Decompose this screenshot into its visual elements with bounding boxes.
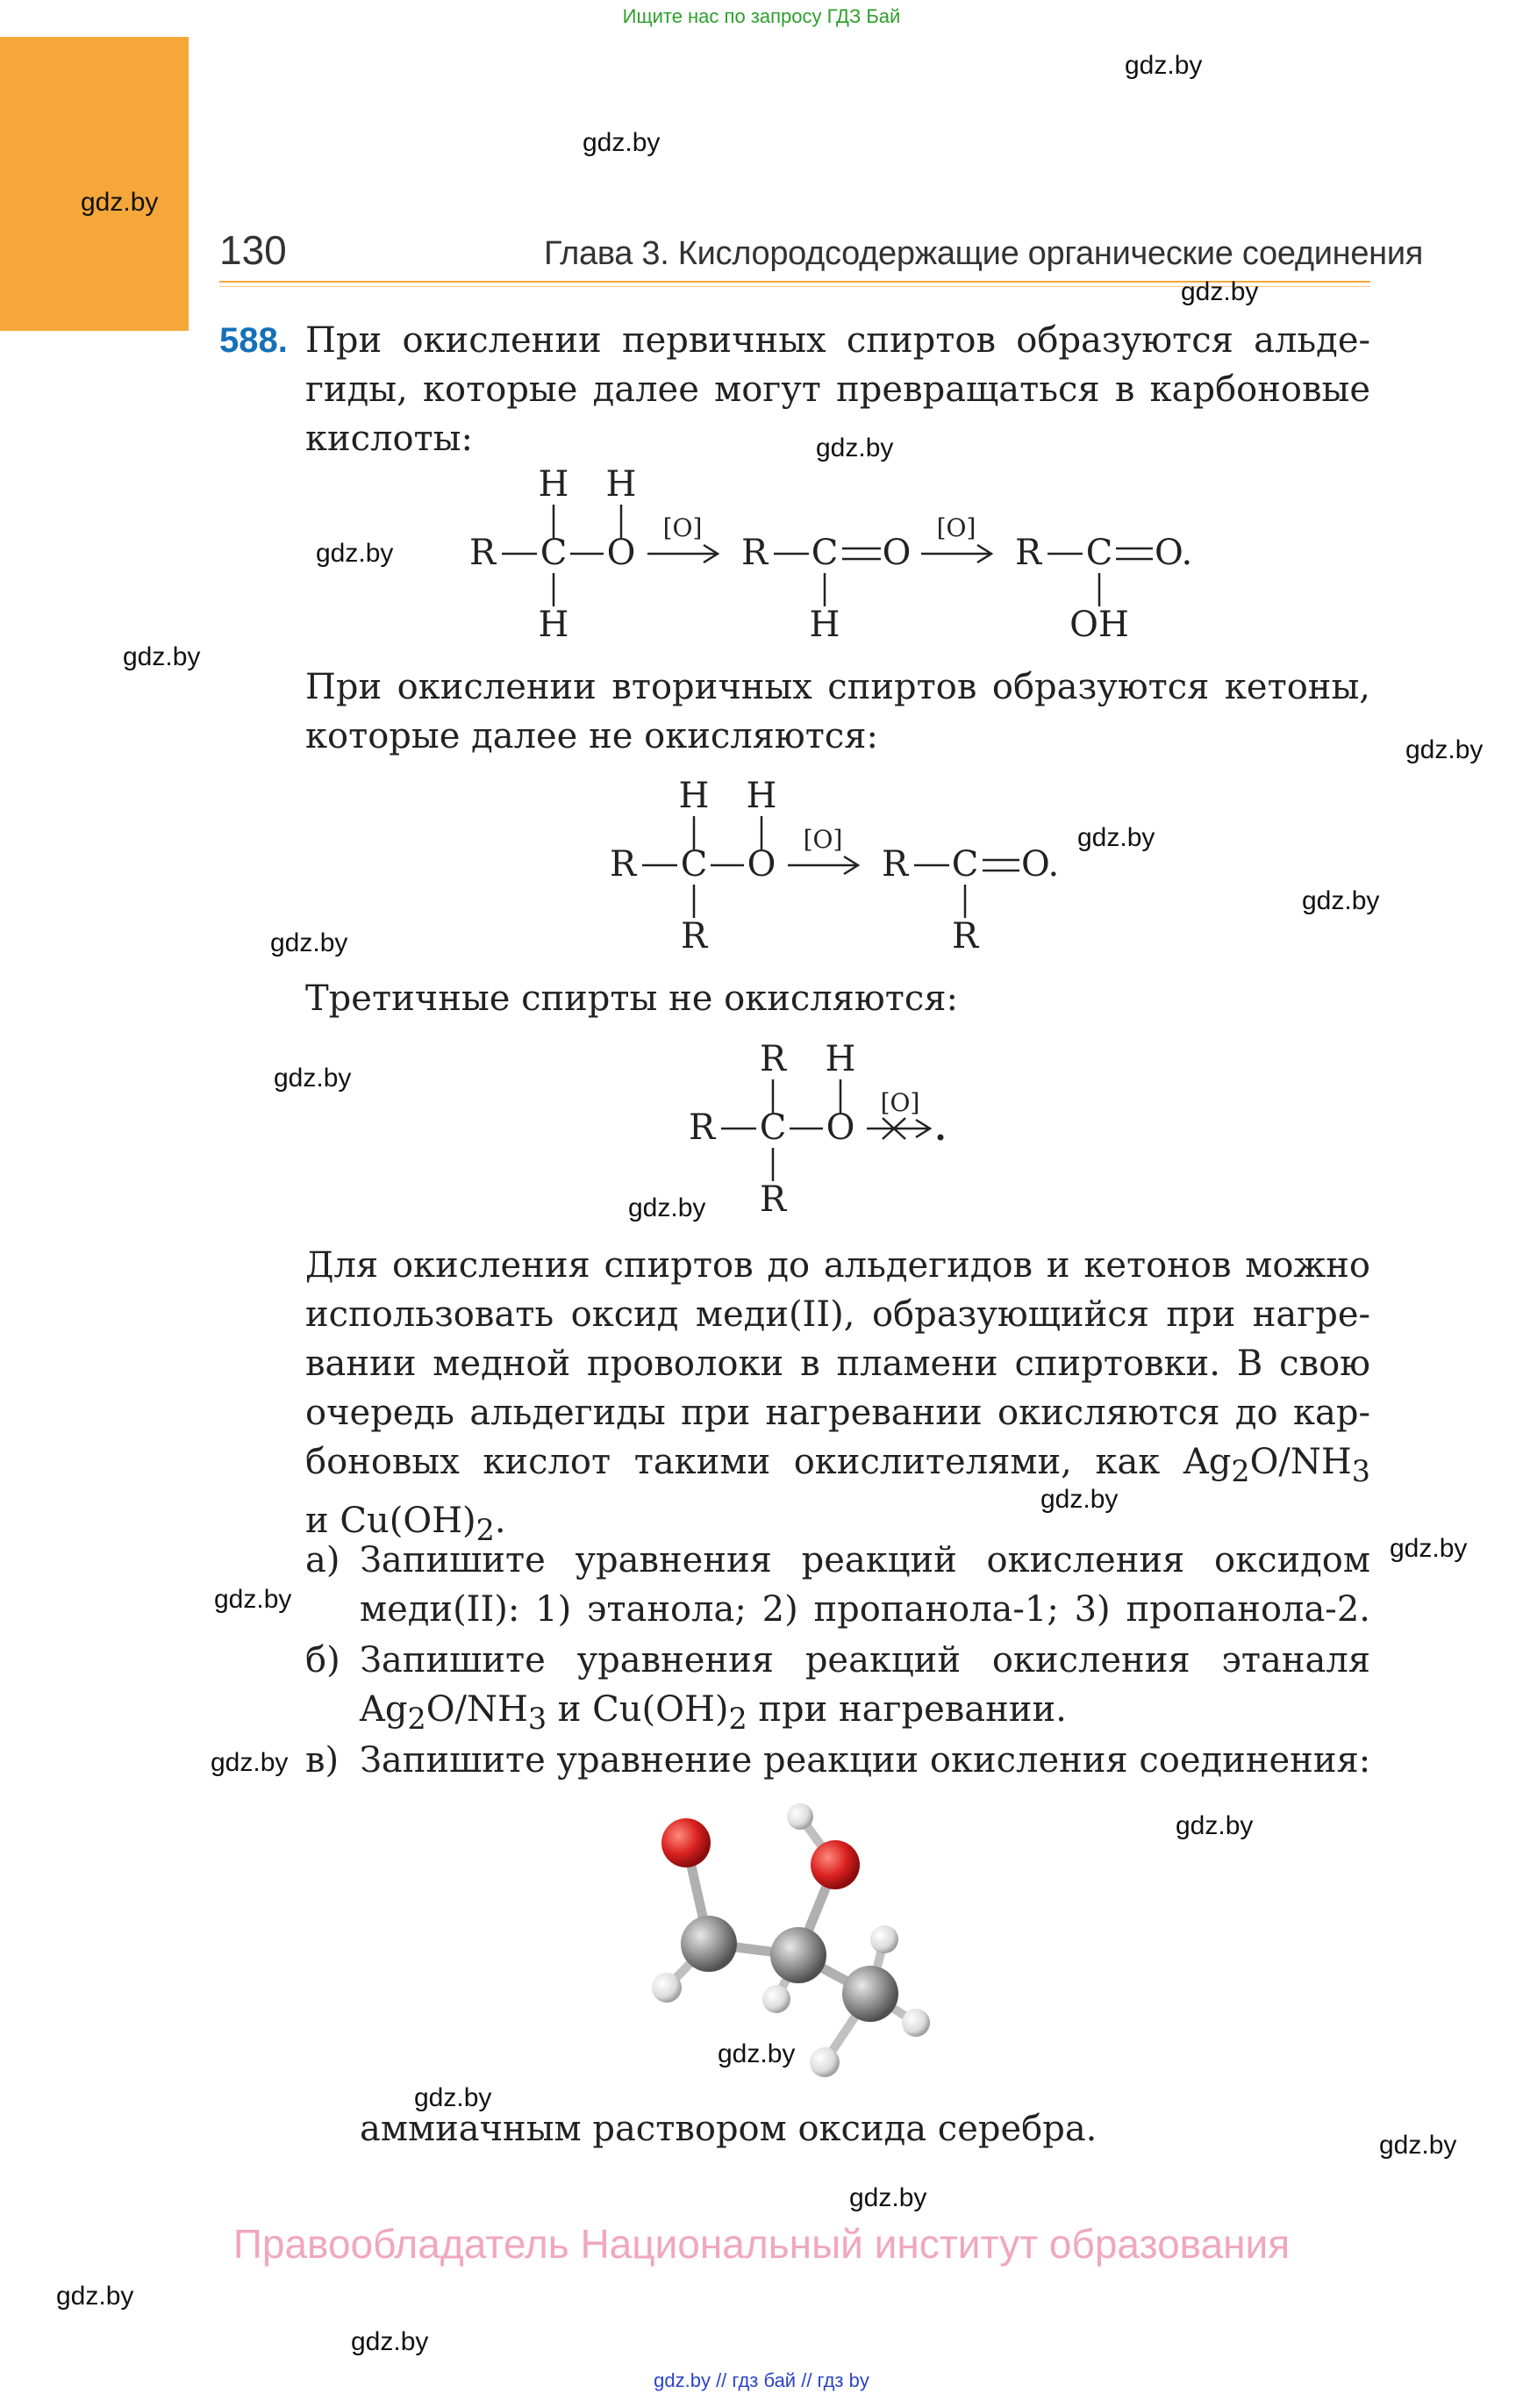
hydrogen-atom <box>810 2047 840 2077</box>
oxidant-label: [O] <box>662 513 703 542</box>
watermark: gdz.by <box>414 2083 492 2112</box>
atom-h: H <box>605 464 637 505</box>
atom-r: R <box>740 533 769 573</box>
oxygen-atom <box>661 1818 711 1867</box>
watermark: gdz.by <box>849 2183 927 2212</box>
watermark: gdz.by <box>628 1193 706 1222</box>
atom-r: R <box>1014 533 1042 573</box>
text-line: Для окисления спиртов до альдегидов и кетонов можно <box>305 1245 1370 1286</box>
copyright-notice: Правообладатель Национальный институт образования <box>232 2221 1291 2267</box>
text-line: Запишите уравнения реакций окисления этаналя <box>360 1640 1370 1681</box>
atom-o-end: O. <box>1021 844 1060 885</box>
tertiary-no-oxidation-scheme <box>676 1027 1009 1229</box>
atom-c: C <box>1085 533 1113 573</box>
watermark: gdz.by <box>274 1064 352 1093</box>
atom-r: R <box>468 533 497 573</box>
atom-c: C <box>811 533 839 573</box>
text-line: При окислении первичных спиртов образуются альде- <box>305 320 1370 361</box>
watermark: gdz.by <box>81 188 159 217</box>
hydrogen-atom <box>787 1803 813 1830</box>
oxidant-label: [O] <box>880 1088 920 1117</box>
sub-question-label: б) <box>305 1640 340 1681</box>
watermark: gdz.by <box>1181 277 1259 306</box>
hydrogen-atom <box>652 1973 682 2003</box>
formula-ag2o-nh3: $Ag_2O/NH_3$ <box>1183 1442 1370 1488</box>
atom-h: H <box>678 776 710 816</box>
secondary-oxidation-scheme <box>597 763 1088 965</box>
text-line: кислоты: <box>305 419 473 459</box>
atom-o: O <box>826 1107 855 1148</box>
oxygen-atom <box>811 1840 860 1889</box>
atom-o: O <box>606 533 636 573</box>
page-corner-tab <box>0 37 189 331</box>
atom-h: H <box>825 1039 856 1079</box>
carbon-atom <box>842 1966 898 2022</box>
watermark: gdz.by <box>1405 735 1484 764</box>
watermark: gdz.by <box>56 2282 134 2311</box>
atom-h: H <box>538 464 569 505</box>
atom-r: R <box>609 844 637 885</box>
atom-oh: OH <box>1069 605 1129 645</box>
sub-question-a <box>305 1536 1370 1634</box>
watermark: gdz.by <box>214 1585 292 1614</box>
atom-c: C <box>680 844 708 885</box>
text-line: гиды, которые далее могут превращаться в карбоновые <box>305 369 1370 410</box>
carbon-atom <box>681 1916 737 1972</box>
task-number: 588. <box>219 321 288 360</box>
atom-r: R <box>881 844 909 885</box>
watermark: gdz.by <box>1077 823 1155 852</box>
sub-question-c <box>305 1736 1370 1785</box>
sub-question-label: в) <box>305 1740 340 1781</box>
watermark: gdz.by <box>316 539 394 568</box>
atom-o: O <box>747 844 776 885</box>
hydrogen-atom <box>902 2009 930 2037</box>
watermark: gdz.by <box>1379 2131 1457 2160</box>
watermark: gdz.by <box>1040 1485 1119 1514</box>
text-line: меди(II): 1) этанола; 2) пропанола-1; 3) пропанола-2. <box>360 1589 1370 1630</box>
text-fragment: боновых кислот такими окислителями, как <box>305 1442 1183 1482</box>
watermark: gdz.by <box>270 928 348 957</box>
page-number: 130 <box>219 227 287 273</box>
watermark: gdz.by <box>583 128 661 157</box>
atom-r: R <box>680 916 708 957</box>
text-line: которые далее не окисляются: <box>305 716 878 756</box>
atom-h: H <box>746 776 777 816</box>
atom-h: H <box>809 605 840 645</box>
paragraph-secondary-alcohols <box>305 663 1370 761</box>
hydrogen-atom <box>870 1925 898 1953</box>
watermark: gdz.by <box>718 2039 796 2068</box>
atom-o: O <box>882 533 912 573</box>
watermark: gdz.by <box>1390 1534 1468 1563</box>
sub-question-b <box>305 1636 1370 1734</box>
sub-question-label: а) <box>305 1540 340 1580</box>
text-line: Запишите уравнение реакции окисления соединения: <box>360 1740 1371 1781</box>
paragraph-tail <box>360 2104 1325 2154</box>
oxidant-label: [O] <box>803 825 843 854</box>
hydrogen-atom <box>762 1985 790 2013</box>
atom-r: R <box>951 916 979 957</box>
primary-oxidation-scheme <box>456 452 1211 654</box>
paragraph-tertiary-alcohols <box>305 974 1370 1023</box>
text-line: Третичные спирты не окисляются: <box>305 978 958 1019</box>
watermark: gdz.by <box>351 2327 429 2356</box>
text-line <box>305 1437 1370 1496</box>
watermark: gdz.by <box>1176 1811 1254 1840</box>
watermark: gdz.by <box>211 1748 289 1777</box>
chapter-title: Глава 3. Кислородсодержащие органические соединения <box>544 235 1424 272</box>
footer-links[interactable]: gdz.by // гдз бай // гдз by <box>654 2369 869 2391</box>
watermark: gdz.by <box>1302 886 1380 915</box>
text-line: $Ag_2O/NH_3$ и $Cu(OH)_2$ при нагревании. <box>360 1689 1067 1736</box>
top-banner: Ищите нас по запросу ГДЗ Бай <box>622 5 901 27</box>
molecule-model-image <box>632 1799 965 2089</box>
text-line: очередь альдегиды при нагревании окисляются до кар- <box>305 1393 1370 1433</box>
text-line: Запишите уравнения реакций окисления оксидом <box>360 1540 1370 1580</box>
atom-c: C <box>540 533 568 573</box>
paragraph-oxidants <box>305 1241 1370 1555</box>
atom-r: R <box>759 1179 787 1220</box>
atom-r: R <box>688 1107 716 1148</box>
carbon-atom <box>770 1927 826 1983</box>
text-line: аммиачным раствором оксида серебра. <box>360 2109 1098 2149</box>
text-line: вании медной проволоки в пламени спиртовки. В свою <box>305 1344 1370 1384</box>
watermark: gdz.by <box>1125 51 1203 80</box>
atom-h: H <box>538 605 569 645</box>
atom-c: C <box>951 844 979 885</box>
text-line: использовать оксид меди(II), образующийся при нагре- <box>305 1294 1370 1335</box>
atom-c: C <box>759 1107 787 1148</box>
formula-cu-oh-2: и $Cu(OH)_2$. <box>305 1501 506 1547</box>
atom-r: R <box>759 1039 787 1079</box>
atom-o-end: O. <box>1155 533 1193 573</box>
watermark: gdz.by <box>816 434 894 462</box>
watermark: gdz.by <box>123 642 201 671</box>
oxidant-label: [O] <box>936 513 976 542</box>
text-line: При окислении вторичных спиртов образуются кетоны, <box>305 667 1370 707</box>
